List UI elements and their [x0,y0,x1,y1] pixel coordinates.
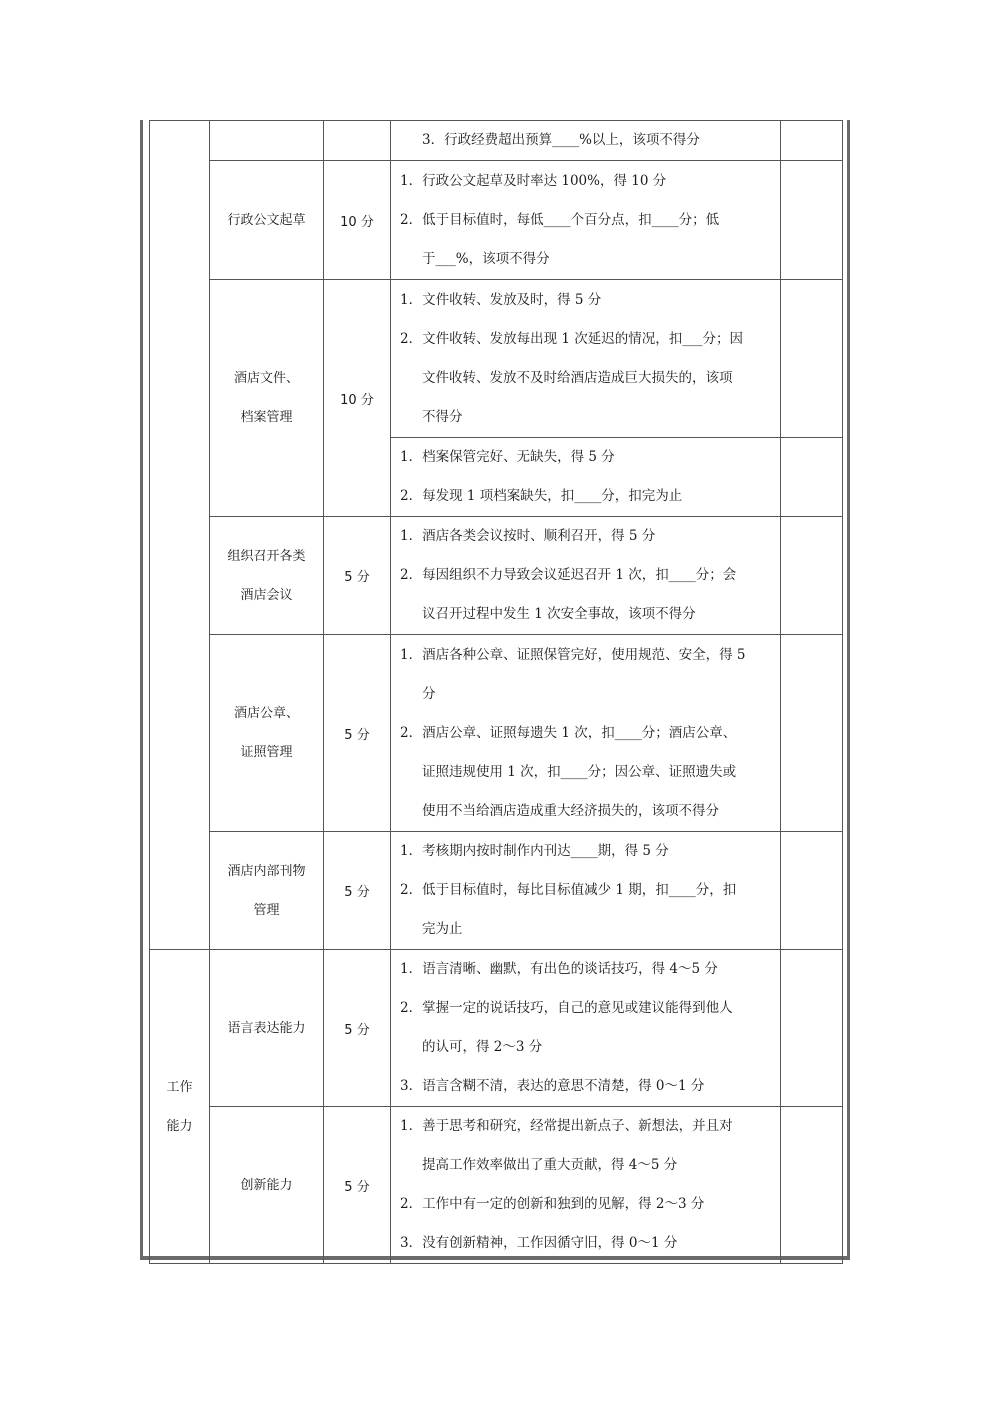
remark-cell [781,635,843,832]
criteria-line: 2．文件收转、发放每出现 1 次延迟的情况，扣___分；因 [400,330,744,347]
criteria-line: 议召开过程中发生 1 次安全事故，该项不得分 [422,606,696,622]
table-row [150,832,843,950]
criteria-line: 完为止 [422,921,463,937]
item-cell [210,280,324,517]
criteria-line: 不得分 [422,408,463,425]
criteria-line: 1．语言清晰、幽默，有出色的谈话技巧，得 4～5 分 [400,961,718,977]
item-cell [210,161,324,280]
score-cell: 10 分 [324,161,391,280]
item-name: 管理 [253,902,280,918]
criteria-line: 分 [422,685,436,702]
criteria-line: 3．行政经费超出预算____%以上，该项不得分 [422,132,700,148]
criteria-line: 2．每发现 1 项档案缺失，扣____分，扣完为止 [400,488,683,504]
table-row [150,280,843,438]
criteria-line: 1．行政公文起草及时率达 100%，得 10 分 [400,172,667,189]
criteria-cell [391,950,781,1107]
item-name: 酒店内部刊物 [227,863,306,879]
remark-cell [781,161,843,280]
criteria-line: 2．每因组织不力导致会议延迟召开 1 次，扣____分；会 [400,567,737,583]
category-cell [150,950,210,1264]
remark-cell [781,280,843,438]
criteria-line: 证照违规使用 1 次，扣____分；因公章、证照遗失或 [422,763,737,780]
score-cell: 10 分 [324,280,391,517]
remark-cell [781,950,843,1107]
criteria-line: 文件收转、发放不及时给酒店造成巨大损失的，该项 [422,369,733,386]
item-name: 酒店会议 [240,587,293,603]
criteria-cell [391,161,781,280]
item-name: 组织召开各类 [227,548,306,564]
score-cell [324,121,391,161]
criteria-line: 2．酒店公章、证照每遗失 1 次，扣____分；酒店公章、 [400,724,737,741]
criteria-line: 于___%，该项不得分 [422,250,550,267]
criteria-line: 2．低于目标值时，每低____个百分点，扣____分；低 [400,211,720,228]
item-cell [210,950,324,1107]
remark-cell [781,438,843,517]
criteria-line: 提高工作效率做出了重大贡献，得 4～5 分 [422,1157,678,1173]
criteria-line: 1．善于思考和研究，经常提出新点子、新想法，并且对 [400,1118,733,1134]
item-name: 档案管理 [240,410,293,425]
item-name: 酒店公章、 [233,706,299,721]
criteria-cell [391,1107,781,1264]
item-name: 行政公文起草 [227,212,306,228]
score-cell: 5 分 [324,950,391,1107]
item-name: 酒店文件、 [233,371,299,386]
criteria-line: 1．考核期内按时制作内刊达____期，得 5 分 [400,843,669,859]
criteria-line: 的认可，得 2～3 分 [422,1039,543,1055]
remark-cell [781,517,843,635]
criteria-line: 3．没有创新精神，工作因循守旧，得 0～1 分 [400,1235,678,1251]
criteria-line: 使用不当给酒店造成重大经济损失的，该项不得分 [422,802,719,819]
score-cell: 5 分 [324,1107,391,1264]
criteria-line: 2．掌握一定的说话技巧，自己的意见或建议能得到他人 [400,1000,733,1016]
item-cell [210,1107,324,1264]
criteria-cell [391,635,781,832]
item-cell [210,832,324,950]
criteria-line: 2．工作中有一定的创新和独到的见解，得 2～3 分 [400,1196,705,1212]
table-row [150,121,843,161]
remark-cell [781,1107,843,1264]
table-row [150,1107,843,1264]
item-name: 创新能力 [240,1177,293,1193]
criteria-line: 1．档案保管完好、无缺失，得 5 分 [400,449,615,465]
criteria-line: 1．酒店各类会议按时、顺利召开，得 5 分 [400,528,656,544]
item-name: 证照管理 [240,745,293,760]
score-cell: 5 分 [324,832,391,950]
table-row [150,635,843,832]
score-cell: 5 分 [324,517,391,635]
category-name: 工作 [166,1079,193,1095]
criteria-cell [391,517,781,635]
table-row [150,517,843,635]
item-cell [210,517,324,635]
item-cell [210,635,324,832]
remark-cell [781,832,843,950]
remark-cell [781,121,843,161]
criteria-line: 1．文件收转、发放及时，得 5 分 [400,291,602,308]
assessment-table [149,120,843,1264]
category-name: 能力 [166,1118,193,1134]
criteria-line: 3．语言含糊不清，表达的意思不清楚，得 0～1 分 [400,1078,705,1094]
table-row [150,950,843,1107]
criteria-cell [391,438,781,517]
criteria-cell [391,832,781,950]
category-cell-blank [150,121,210,950]
criteria-cell [391,280,781,438]
item-cell [210,121,324,161]
criteria-line: 2．低于目标值时，每比目标值减少 1 期，扣____分，扣 [400,882,737,898]
item-name: 语言表达能力 [227,1020,306,1036]
score-cell: 5 分 [324,635,391,832]
criteria-line: 1．酒店各种公章、证照保管完好，使用规范、安全，得 5 [400,646,746,663]
criteria-cell [391,121,781,161]
table-row [150,161,843,280]
